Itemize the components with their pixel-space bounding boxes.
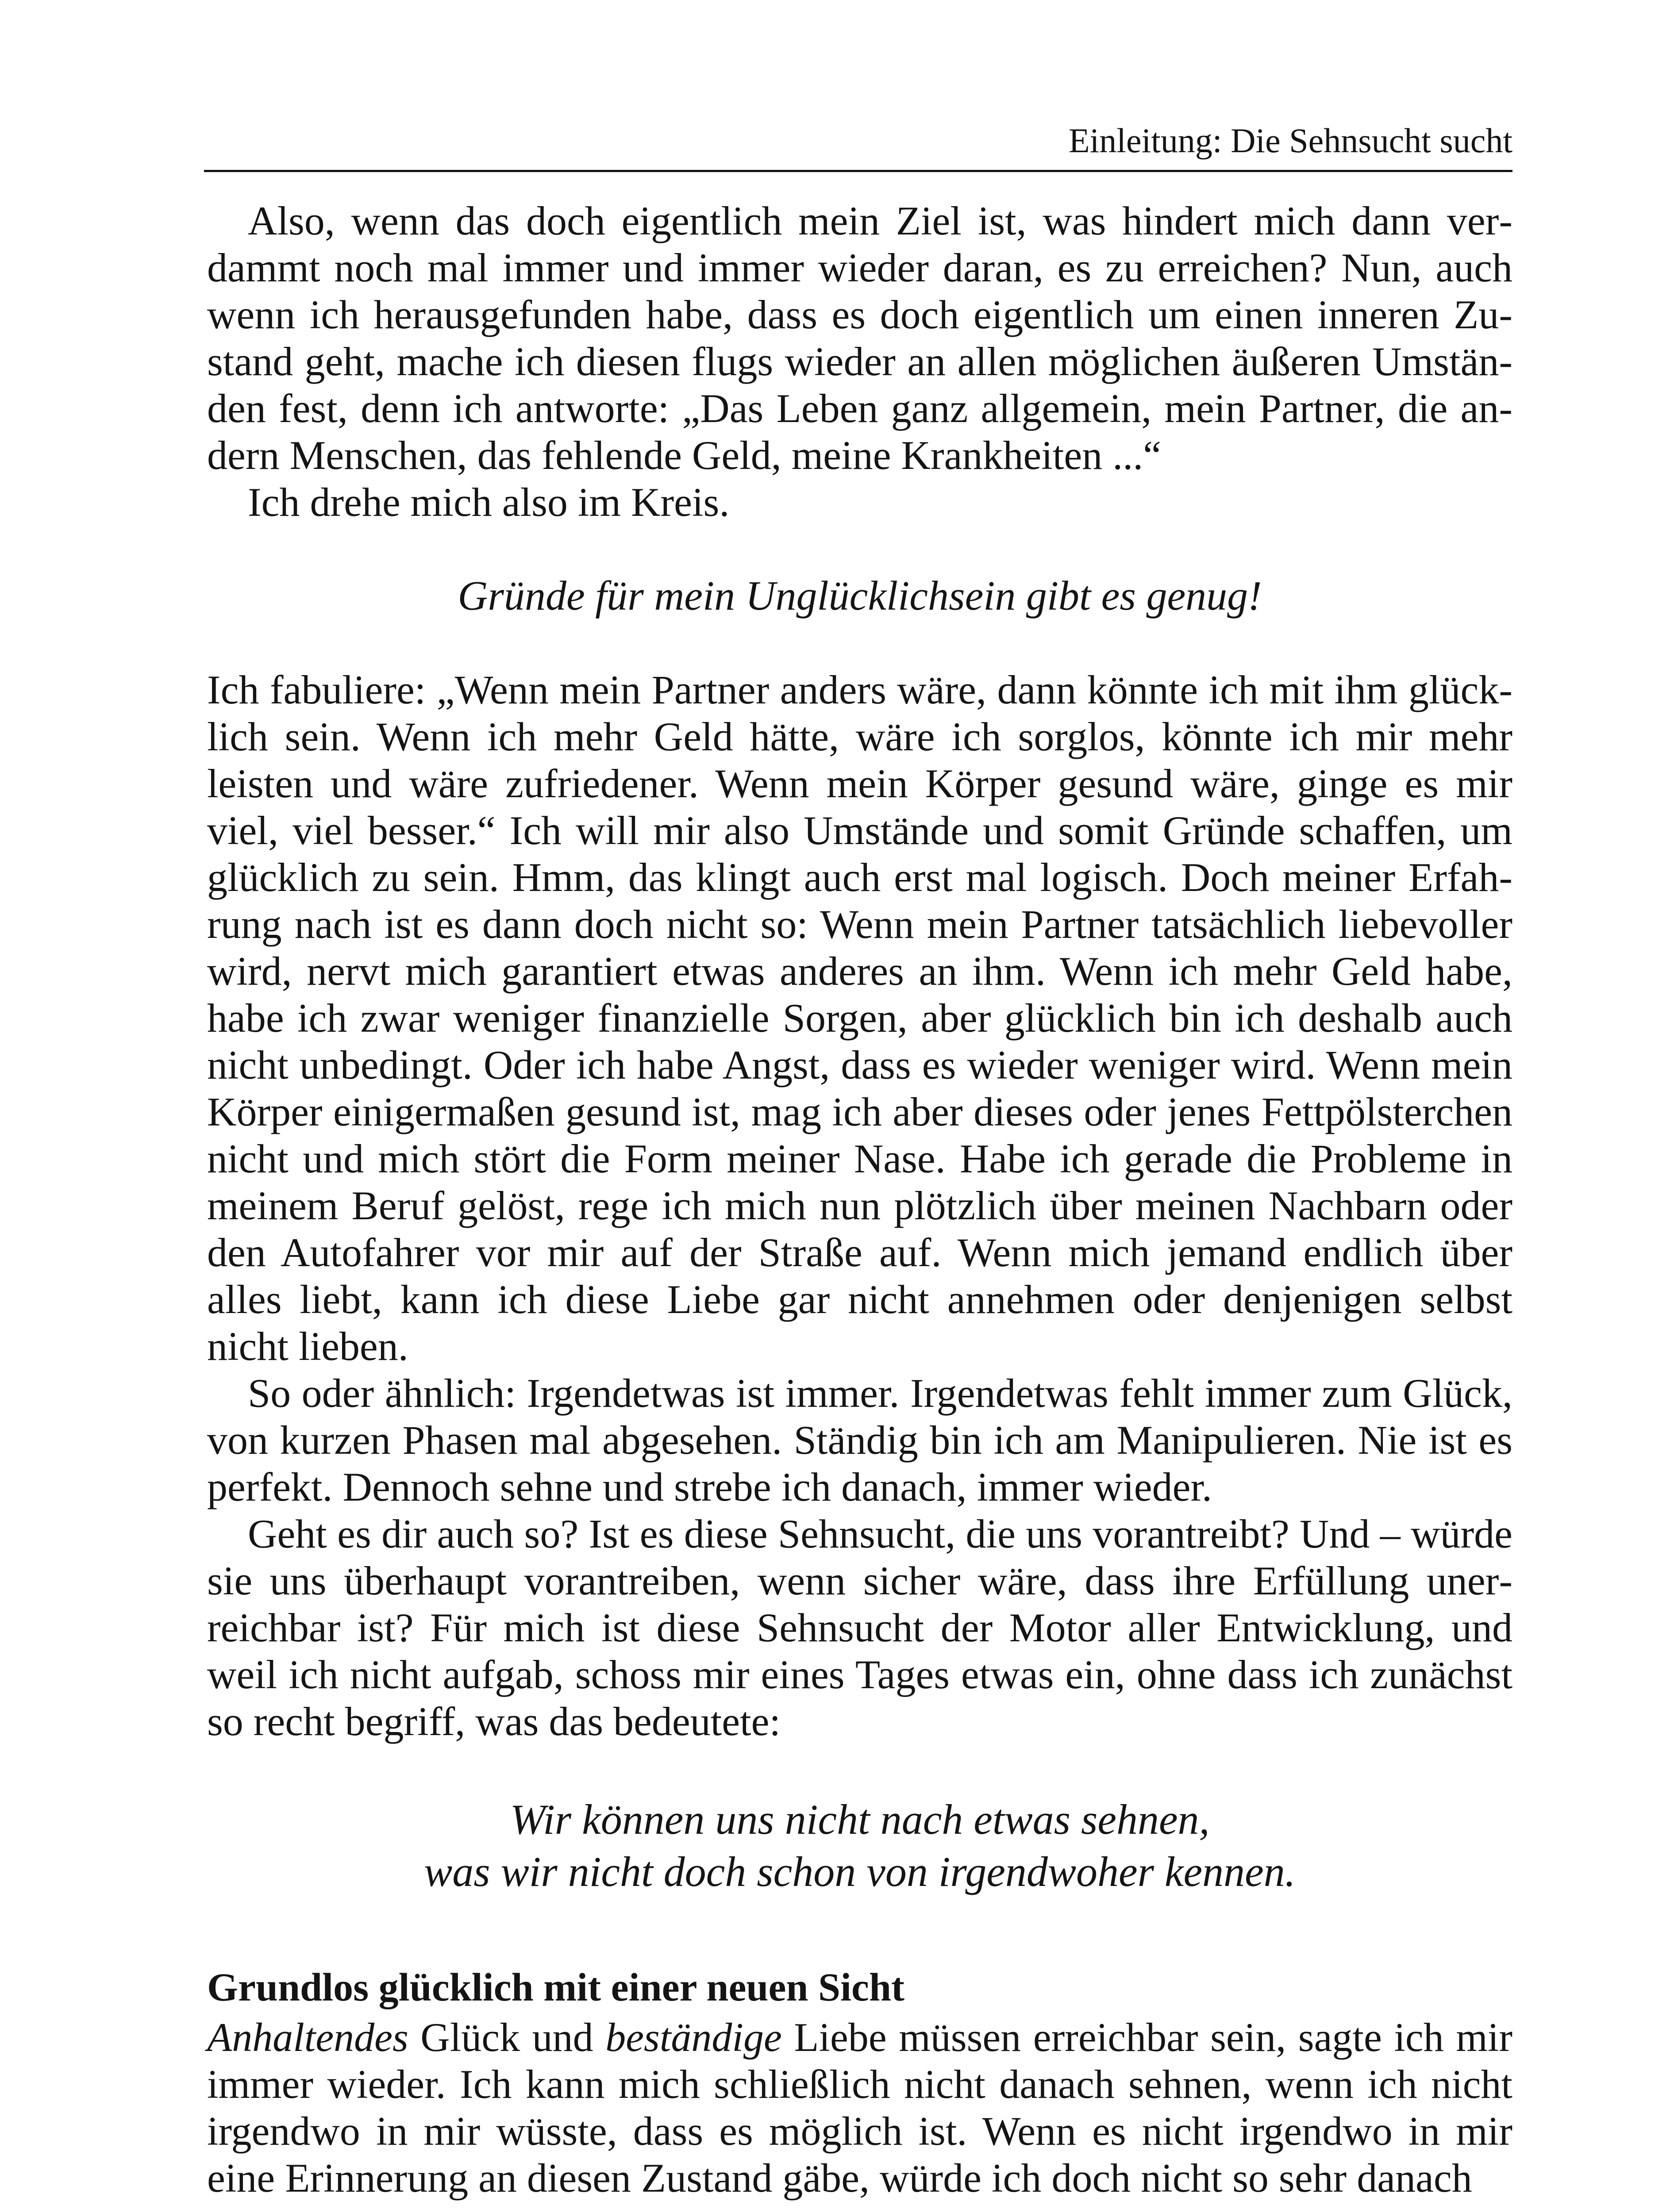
emphasis: Anhaltendes [207,2015,408,2060]
emphasis: beständige [605,2015,782,2060]
paragraph: Ich drehe mich also im Kreis. [248,480,730,525]
paragraph: Also, wenn das doch eigentlich mein Ziel ist, was hindert mich dann verdammt noch mal immer und immer wieder daran, es zu erreichen? Nun, auch wenn ich herausgefunden habe, dass es doch eigentlich um einen inneren Zustand geht, mache ich diesen flugs wieder an allen möglichen äußeren Umständen fest, denn ich antworte: „Das Leben ganz allgemein, mein Partner, die andern Menschen, das fehlende Geld, meine Krankheiten ...“ [207,198,1512,478]
paragraph: Ich fabuliere: „Wenn mein Partner anders wäre, dann könnte ich mit ihm glücklich sein. Wenn ich mehr Geld hätte, wäre ich sorglos, könnte ich mir mehr leisten und wäre zufriedener. Wenn mein Körper gesund wäre, ginge es mir viel, viel besser.“ Ich will mir also Umstände und somit Gründe schaffen, um glücklich zu sein. Hmm, das klingt auch erst mal logisch. Doch meiner Erfahrung nach ist es dann doch nicht so: Wenn mein Partner tatsächlich liebevoller wird, nervt mich garantiert etwas anderes an ihm. Wenn ich mehr Geld habe, habe ich zwar weniger finanzielle Sorgen, aber glücklich bin ich deshalb auch nicht unbedingt. Oder ich habe Angst, dass es wieder weniger wird. Wenn mein Körper einigermaßen gesund ist, mag ich aber dieses oder jenes Fettpölsterchen nicht und mich stört die Form meiner Nase. Habe ich gerade die Probleme in meinem Beruf gelöst, rege ich mich nun plötzlich über meinen Nachbarn oder den Autofahrer vor mir auf der Straße auf. Wenn mich jemand endlich über alles liebt, kann ich diese Liebe gar nicht annehmen oder denjenigen selbst nicht lieben. [207,667,1512,1369]
epigraph-line: was wir nicht doch schon von irgendwoher kennen. [424,1848,1296,1895]
paragraph: So oder ähnlich: Irgendetwas ist immer. Irgendetwas fehlt immer zum Glück, von kurzen Phasen mal abgesehen. Ständig bin ich am Manipulieren. Nie ist es perfekt. Dennoch sehne und strebe ich danach, immer wieder. [207,1371,1512,1509]
epigraph [207,1793,1512,1898]
paragraph [207,2014,1512,2201]
epigraph-line: Wir können uns nicht nach etwas sehnen, [510,1796,1210,1843]
running-head: Einleitung: Die Sehnsucht sucht [204,119,1512,172]
text-run: Liebe müssen erreichbar sein, sagte ich mir immer wieder. Ich kann mich schließlich nicht danach sehnen, wenn ich nicht irgendwo in mir wüsste, dass es möglich ist. Wenn es nicht irgendwo in mir eine Erinnerung an diesen Zustand gäbe, würde ich doch nicht so sehr danach [207,2015,1512,2200]
body-text [207,197,1512,2201]
text-run: Glück und [408,2015,606,2060]
epigraph: Gründe für mein Unglücklichsein gibt es genug! [458,573,1262,619]
paragraph: Geht es dir auch so? Ist es diese Sehnsucht, die uns vorantreibt? Und – würde sie uns überhaupt vorantreiben, wenn sicher wäre, dass ihre Erfüllung unerreichbar ist? Für mich ist diese Sehnsucht der Motor aller Entwicklung, und weil ich nicht aufgab, schoss mir eines Tages etwas ein, ohne dass ich zunächst so recht begriff, was das bedeutete: [207,1511,1512,1744]
section-heading: Grundlos glücklich mit einer neuen Sicht [207,1966,905,2009]
